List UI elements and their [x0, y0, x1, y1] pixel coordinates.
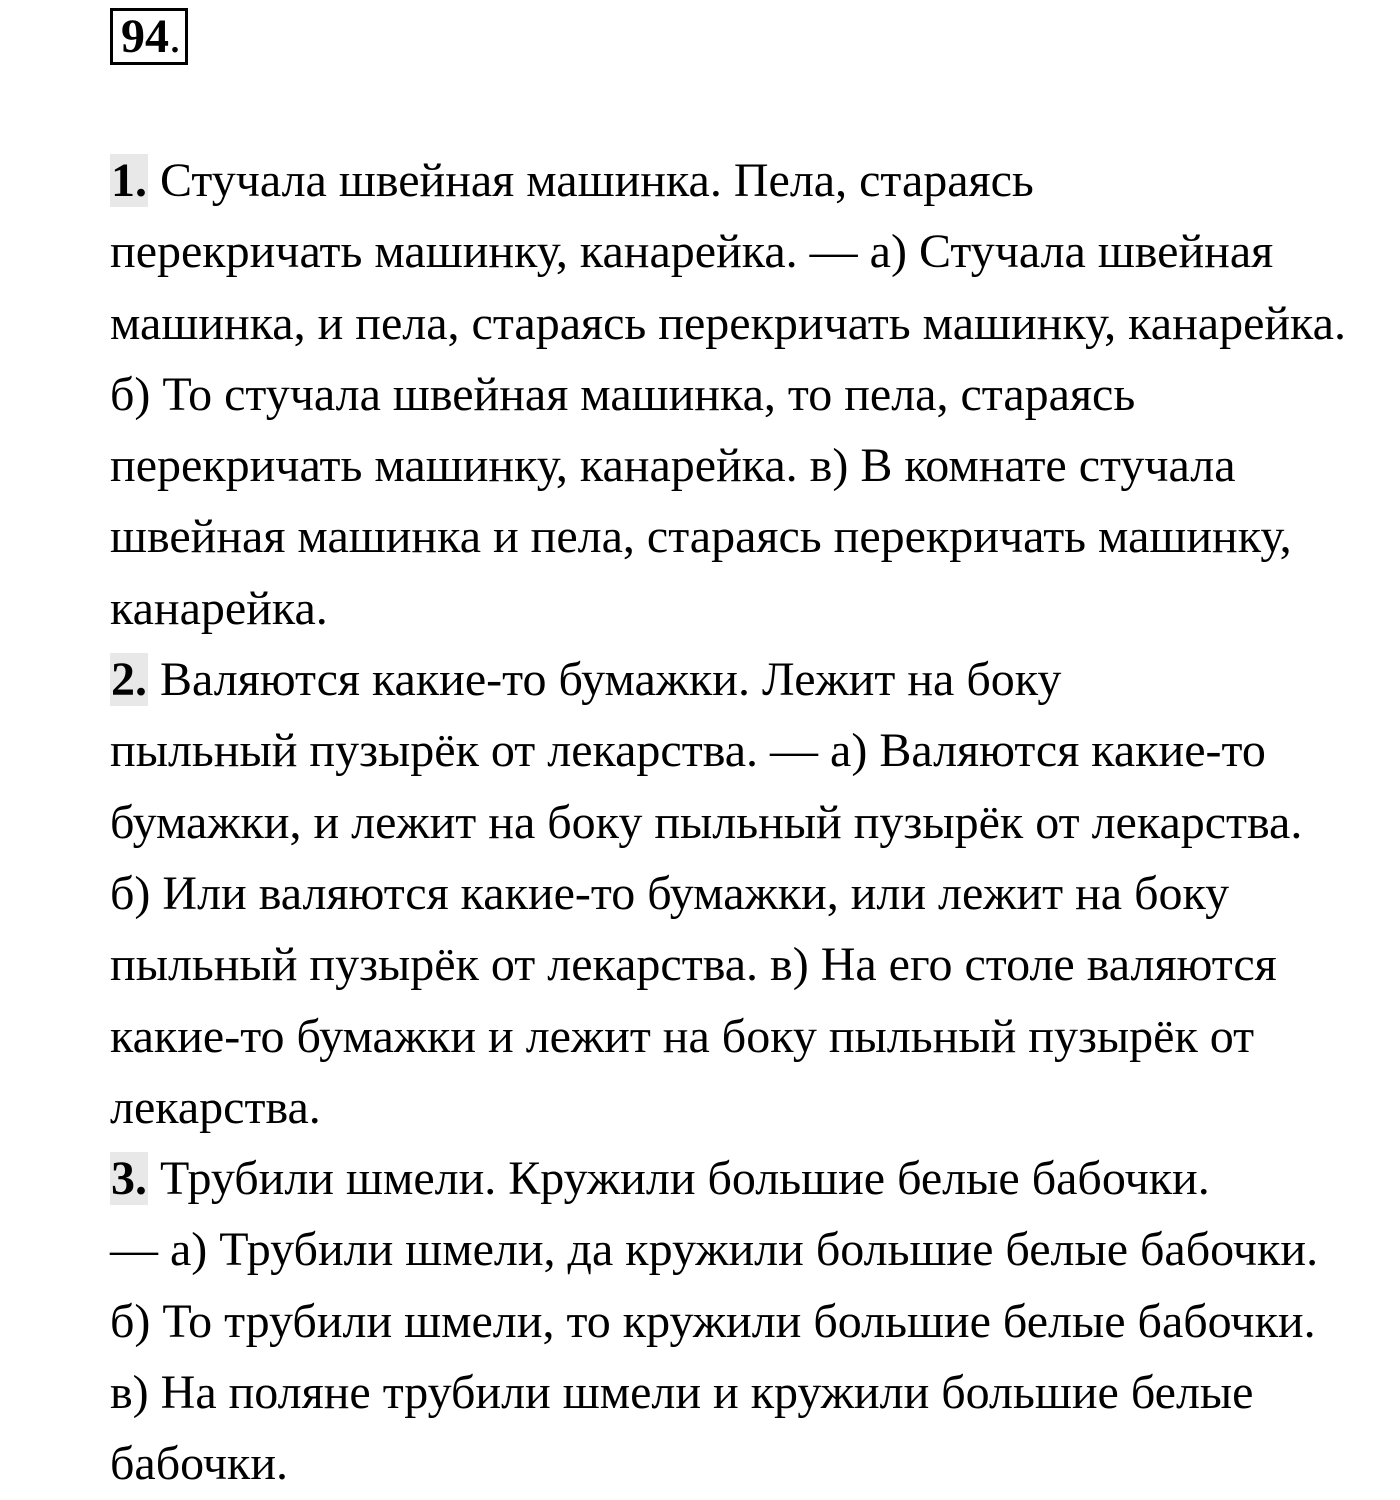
item-1-line-3: машинка, и пела, стараясь перекричать машинку, канарейка.: [110, 296, 1346, 350]
task-number-value: 94: [121, 10, 169, 63]
item-1-line-4: б) То стучала швейная машинка, то пела, стараясь: [110, 367, 1136, 421]
item-1-line-1-text: Стучала швейная машинка. Пела, стараясь: [160, 154, 1034, 207]
item-2-line-3: бумажки, и лежит на боку пыльный пузырёк от лекарства.: [110, 795, 1303, 849]
item-3-line-2: — а) Трубили шмели, да кружили большие белые бабочки.: [110, 1223, 1319, 1277]
task-number-dot: .: [169, 10, 181, 63]
item-1-line-2: перекричать машинку, канарейка. — а) Стучала швейная: [110, 225, 1274, 279]
item-2-line-2: пыльный пузырёк от лекарства. — а) Валяются какие-то: [110, 724, 1266, 778]
item-2-line-5: пыльный пузырёк от лекарства. в) На его столе валяются: [110, 938, 1277, 992]
task-number: [110, 8, 188, 65]
item-1-line-7: канарейка.: [110, 581, 328, 635]
item-2-line-4: б) Или валяются какие-то бумажки, или лежит на боку: [110, 866, 1230, 920]
item-3: [4, 1143, 1400, 1499]
item-2-number: 2.: [111, 653, 147, 707]
item-3-line-5: бабочки.: [110, 1437, 289, 1491]
item-2-line-1-text: Валяются какие-то бумажки. Лежит на боку: [160, 653, 1062, 707]
item-3-line-1: [4, 1143, 1400, 1214]
item-1: [4, 145, 1400, 644]
item-1-line-6: швейная машинка и пела, стараясь перекричать машинку,: [110, 510, 1292, 564]
item-3-number: 3.: [111, 1152, 147, 1206]
answer-text: [4, 145, 1400, 1500]
item-3-line-1-text: Трубили шмели. Кружили большие белые бабочки.: [160, 1152, 1210, 1206]
task-number-box: [110, 8, 188, 65]
item-3-line-3: б) То трубили шмели, то кружили большие белые бабочки.: [110, 1294, 1316, 1348]
item-1-line-5: перекричать машинку, канарейка. в) В комнате стучала: [110, 439, 1236, 493]
item-2-line-6: какие-то бумажки и лежит на боку пыльный пузырёк от: [110, 1009, 1255, 1063]
item-1-line-1: [4, 145, 1400, 216]
item-3-line-4: в) На поляне трубили шмели и кружили большие белые: [110, 1366, 1254, 1420]
item-2: [4, 644, 1400, 1143]
item-2-line-7: лекарства.: [110, 1080, 321, 1134]
item-2-line-1: [4, 644, 1400, 715]
item-1-number: 1.: [111, 154, 147, 207]
